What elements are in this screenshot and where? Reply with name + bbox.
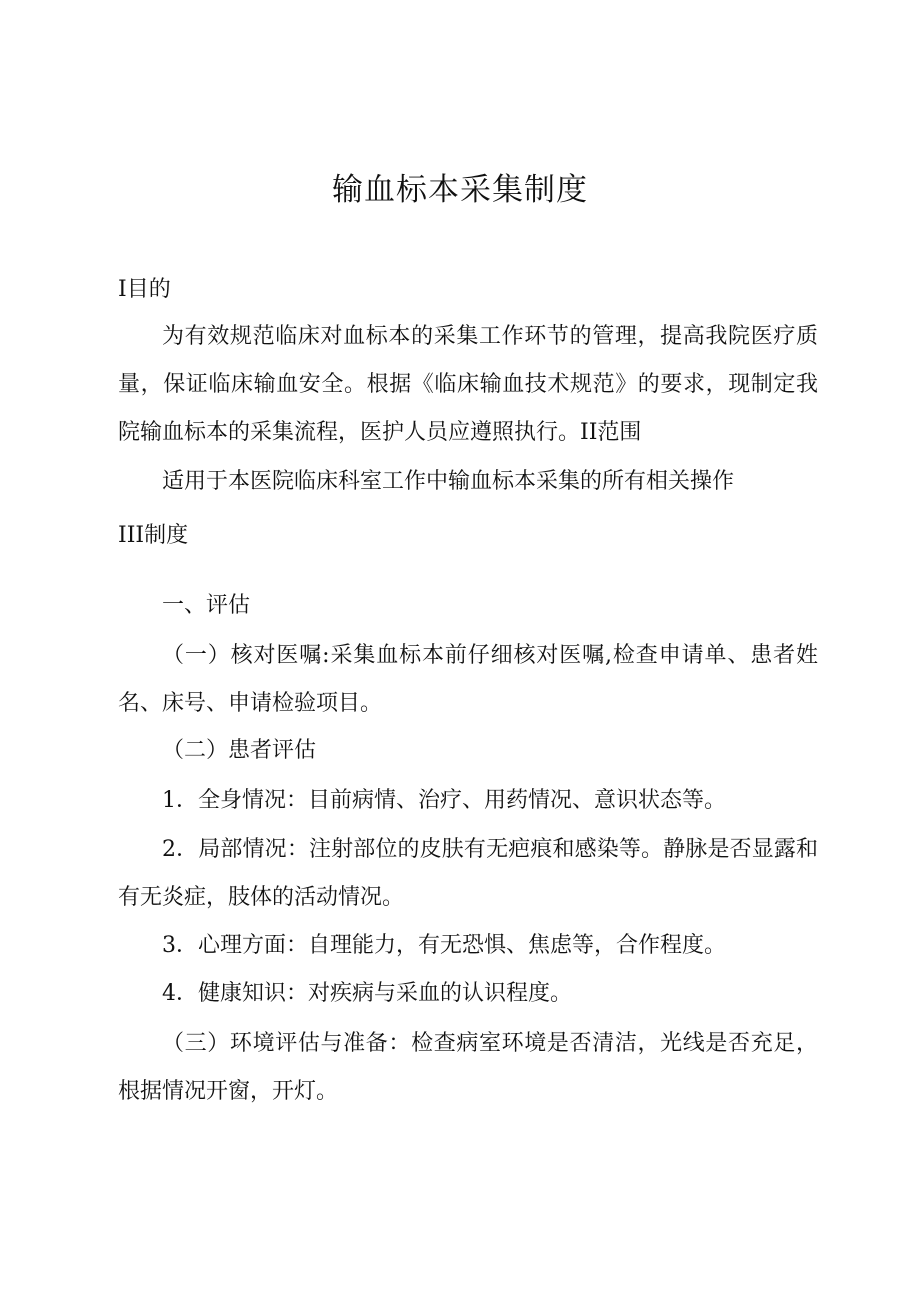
purpose-paragraph: 为有效规范临床对血标本的采集工作环节的管理，提高我院医疗质量，保证临床输血安全。根据《临床输血技术规范》的要求，现制定我院输血标本的采集流程，医护人员应遵照执行。II范围 xyxy=(118,324,818,445)
patient-assessment-heading: （二）患者评估 xyxy=(162,738,317,763)
list-item: 2．局部情况：注射部位的皮肤有无疤痕和感染等。静脉是否显露和有无炎症，肢体的活动情况。 xyxy=(118,837,818,910)
environment-paragraph: （三）环境评估与准备：检查病室环境是否清洁，光线是否充足，根据情况开窗，开灯。 xyxy=(118,1031,818,1104)
check-order-paragraph: （一）核对医嘱:采集血标本前仔细核对医嘱,检查申请单、患者姓名、床号、申请检验项目。 xyxy=(118,643,818,716)
scope-paragraph: 适用于本医院临床科室工作中输血标本采集的所有相关操作 xyxy=(162,469,735,494)
document-title: 输血标本采集制度 xyxy=(332,172,588,208)
list-item: 1．全身情况：目前病情、治疗、用药情况、意识状态等。 xyxy=(162,788,726,813)
section-heading-policy: III制度 xyxy=(118,523,189,548)
section-heading-purpose: I目的 xyxy=(118,277,171,302)
assessment-heading: 一、评估 xyxy=(162,593,251,618)
list-item: 3．心理方面：自理能力，有无恐惧、焦虑等，合作程度。 xyxy=(162,933,726,958)
list-item: 4．健康知识：对疾病与采血的认识程度。 xyxy=(162,981,572,1006)
